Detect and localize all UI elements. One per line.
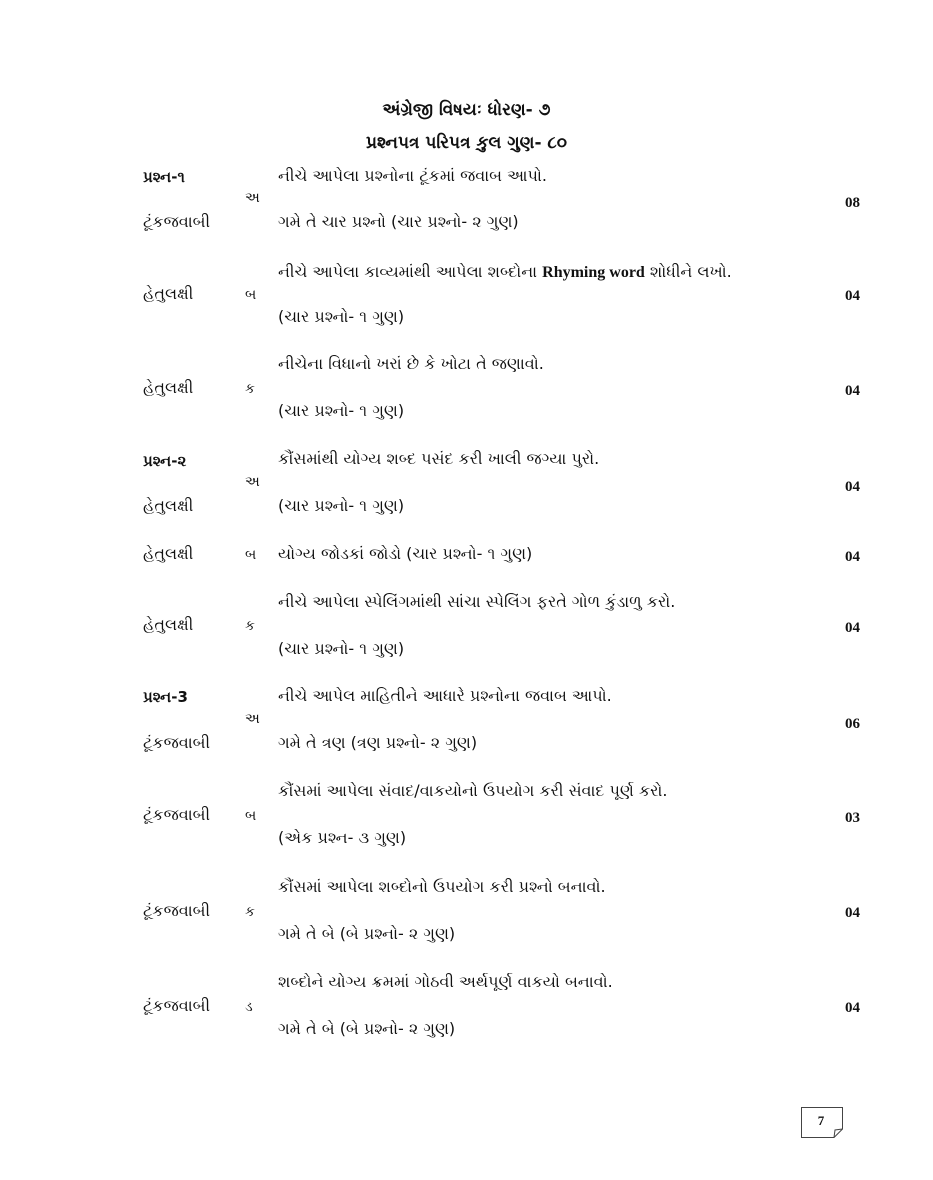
instruction-text-part: નીચે આપેલા કાવ્યમાંથી આપેલા શબ્દોના	[278, 262, 543, 281]
header-title: અંગ્રેજી વિષયઃ ધોરણ- ૭	[382, 100, 551, 120]
instruction-detail: ગમે તે બે (બે પ્રશ્નો- ૨ ગુણ)	[278, 924, 456, 943]
question-type: હેતુલક્ષી	[143, 284, 194, 303]
sub-label: બ	[245, 287, 257, 303]
sub-label: બ	[245, 547, 257, 563]
question-type: હેતુલક્ષી	[143, 496, 194, 515]
instruction-text-english: Rhyming word	[542, 264, 645, 281]
instruction-text: નીચે આપેલ માહિતીને આધારે પ્રશ્નોના જવાબ આપો.	[278, 686, 612, 705]
marks-value: 03	[845, 810, 860, 826]
question-type: હેતુલક્ષી	[143, 615, 194, 634]
sub-label: ક	[245, 381, 255, 397]
instruction-text: કૌંસમાં આપેલા સંવાદ/વાકયોનો ઉપયોગ કરી સંવાદ પૂર્ણ કરો.	[278, 781, 668, 800]
instruction-text: શબ્દોને યોગ્ય ક્રમમાં ગોઠવી અર્થપૂર્ણ વાકયો બનાવો.	[278, 972, 613, 991]
question-type: ટૂંકજવાબી	[143, 212, 211, 231]
marks-value: 04	[845, 549, 860, 565]
page-number: 7	[817, 1113, 825, 1128]
marks-value: 04	[845, 1000, 860, 1016]
question-type: ટૂંકજવાબી	[143, 996, 211, 1015]
sub-label: અ	[245, 711, 260, 727]
header-subtitle: પ્રશ્નપત્ર પરિપત્ર કુલ ગુણ- ૮૦	[365, 133, 568, 153]
sub-label: ક	[245, 904, 255, 920]
instruction-detail: (ચાર પ્રશ્નો- ૧ ગુણ)	[278, 496, 405, 515]
instruction-detail: ગમે તે બે (બે પ્રશ્નો- ૨ ગુણ)	[278, 1019, 456, 1038]
marks-value: 04	[845, 479, 860, 495]
instruction-detail: ગમે તે ત્રણ (ત્રણ પ્રશ્નો- ૨ ગુણ)	[278, 733, 478, 752]
instruction-detail: ગમે તે ચાર પ્રશ્નો (ચાર પ્રશ્નો- ૨ ગુણ)	[278, 212, 519, 231]
instruction-text: કૌંસમાં આપેલા શબ્દોનો ઉપયોગ કરી પ્રશ્નો બનાવો.	[278, 877, 606, 896]
question-type: ટૂંકજવાબી	[143, 733, 211, 752]
marks-value: 04	[845, 620, 860, 636]
question-type: હેતુલક્ષી	[143, 378, 194, 397]
instruction-text: કૌંસમાંથી યોગ્ય શબ્દ પસંદ કરી ખાલી જગ્યા પુરો.	[278, 449, 600, 468]
marks-value: 06	[845, 716, 860, 732]
sub-label: બ	[245, 808, 257, 824]
instruction-detail: (એક પ્રશ્ન- ૩ ગુણ)	[278, 828, 407, 847]
marks-value: 04	[845, 288, 860, 304]
question-type: ટૂંકજવાબી	[143, 805, 211, 824]
instruction-detail: (ચાર પ્રશ્નો- ૧ ગુણ)	[278, 639, 405, 658]
marks-value: 08	[845, 195, 860, 211]
question-type: ટૂંકજવાબી	[143, 901, 211, 920]
page-number-box	[801, 1107, 843, 1137]
instruction-text: નીચે આપેલા સ્પેલિંગમાંથી સાંચા સ્પેલિંગ ફરતે ગોળ કુંડાળુ કરો.	[278, 592, 676, 611]
question-type: હેતુલક્ષી	[143, 544, 194, 563]
sub-label: અ	[245, 474, 260, 490]
sub-label: ડ	[245, 999, 253, 1015]
instruction-text: નીચેના વિધાનો ખરાં છે કે ખોટા તે જણાવો.	[278, 354, 544, 373]
marks-value: 04	[845, 905, 860, 921]
instruction-text: નીચે આપેલા પ્રશ્નોના ટૂંકમાં જવાબ આપો.	[278, 166, 547, 185]
instruction-text	[278, 262, 732, 282]
instruction-detail: (ચાર પ્રશ્નો- ૧ ગુણ)	[278, 307, 405, 326]
sub-label: ક	[245, 618, 255, 634]
question-number: પ્રશ્ન-૨	[143, 452, 187, 470]
marks-value: 04	[845, 383, 860, 399]
question-number: પ્રશ્ન-૧	[143, 168, 185, 186]
instruction-text: યોગ્ય જોડકાં જોડો (ચાર પ્રશ્નો- ૧ ગુણ)	[278, 544, 533, 563]
instruction-text-part: શોધીને લખો.	[644, 262, 732, 281]
sub-label: અ	[245, 190, 260, 206]
instruction-detail: (ચાર પ્રશ્નો- ૧ ગુણ)	[278, 401, 405, 420]
question-number: પ્રશ્ન-3	[143, 688, 188, 706]
